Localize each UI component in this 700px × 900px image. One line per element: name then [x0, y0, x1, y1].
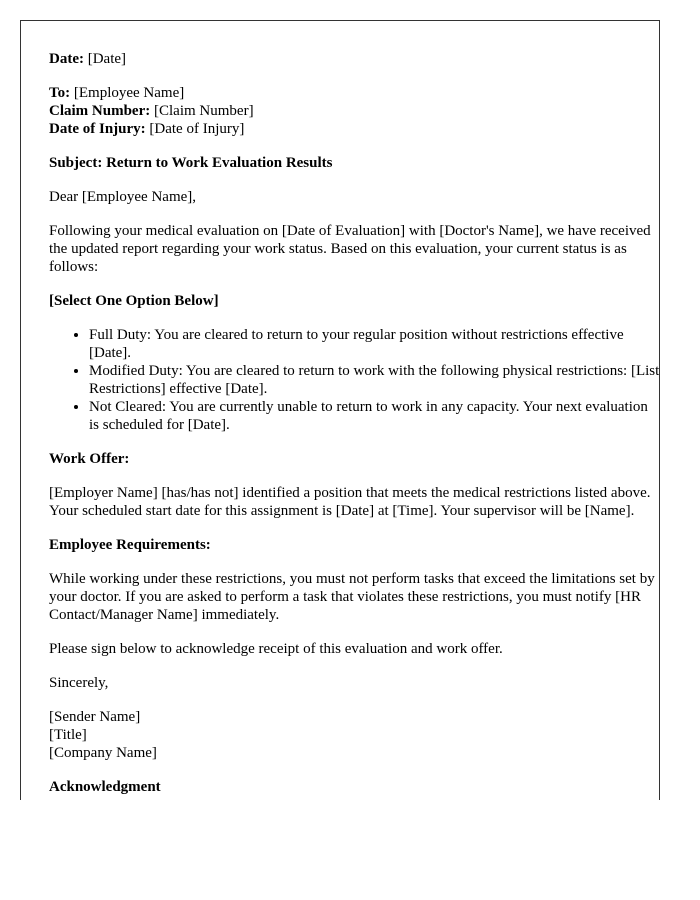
salutation: Dear [Employee Name],: [49, 189, 197, 205]
sender-title: [Title]: [49, 727, 87, 743]
to-label: To:: [49, 85, 71, 101]
recipient-block: [49, 84, 660, 138]
injury-line: [49, 120, 660, 138]
requirements-heading: Employee Requirements:: [49, 537, 211, 553]
date-value: [Date]: [87, 51, 127, 67]
option-modified-duty: • Modified Duty: You are cleared to return to work with the following physical restrictions: [List Restrictions] effective [Date].: [89, 362, 660, 398]
date-label: Date:: [49, 51, 84, 67]
intro-paragraph: Following your medical evaluation on [Date of Evaluation] with [Doctor's Name], we have received the updated report regarding your work status. Based on this evaluation, your current status is as follows:: [49, 223, 651, 275]
letter-page: [20, 20, 660, 800]
claim-label: Claim Number:: [49, 103, 151, 119]
work-offer-heading: Work Offer:: [49, 451, 130, 467]
letter-body: [21, 21, 660, 796]
options-heading: [Select One Option Below]: [49, 293, 219, 309]
acknowledgment-heading: Acknowledgment: [49, 779, 161, 795]
closing: Sincerely,: [49, 675, 109, 691]
acknowledge-instruction: Please sign below to acknowledge receipt of this evaluation and work offer.: [49, 641, 503, 657]
subject-line: Subject: Return to Work Evaluation Results: [49, 155, 333, 171]
sender-company: [Company Name]: [49, 745, 157, 761]
sender-name: [Sender Name]: [49, 709, 141, 725]
work-offer-paragraph: [Employer Name] [has/has not] identified a position that meets the medical restrictions listed above. Your scheduled start date for this assignment is [Date] at [Time]. Your supervisor will be [Name].: [49, 485, 651, 519]
option-full-duty: • Full Duty: You are cleared to return to your regular position without restrictions effective [Date].: [89, 326, 660, 362]
claim-value: [Claim Number]: [154, 103, 254, 119]
requirements-paragraph: While working under these restrictions, you must not perform tasks that exceed the limitations set by your doctor. If you are asked to perform a task that violates these restrictions, you must notify [HR Contact/Manager Name] immediately.: [49, 571, 655, 623]
injury-label: Date of Injury:: [49, 121, 146, 137]
option-not-cleared: • Not Cleared: You are currently unable to return to work in any capacity. Your next evaluation is scheduled for [Date].: [89, 398, 660, 434]
status-options-list: [49, 326, 660, 434]
claim-line: [49, 102, 660, 120]
date-line: [49, 21, 660, 68]
injury-value: [Date of Injury]: [149, 121, 245, 137]
signature-block: [49, 708, 660, 762]
to-line: [49, 84, 660, 102]
to-value: [Employee Name]: [73, 85, 185, 101]
